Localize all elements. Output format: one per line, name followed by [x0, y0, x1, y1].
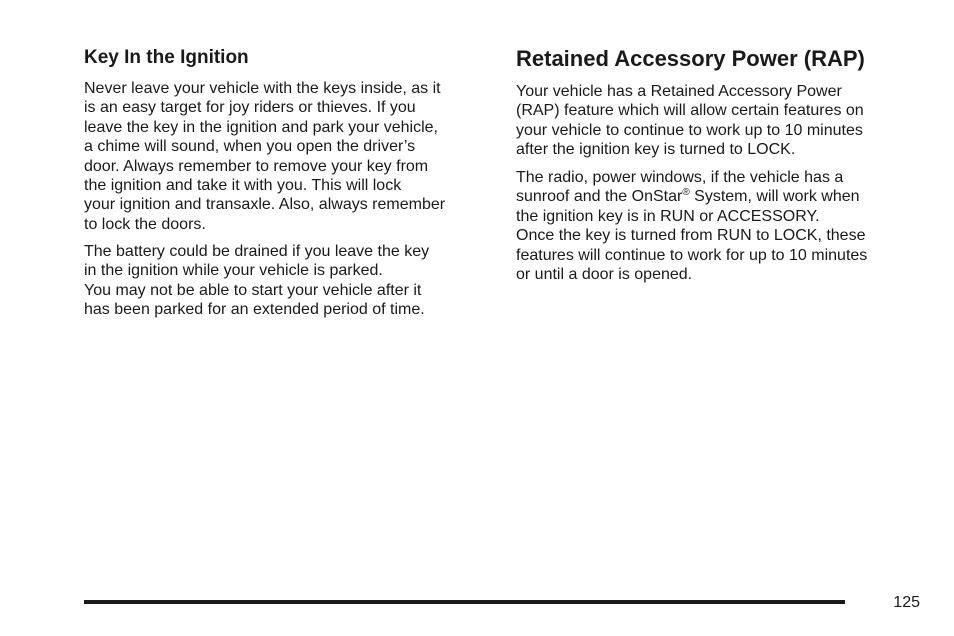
paragraph-rap-description: Your vehicle has a Retained Accessory Power (RAP) feature which will allow certain features on your vehicle to continue to work up to 10 minutes after the ignition key is turned to LOCK.: [516, 83, 864, 159]
paragraph-battery-drain: The battery could be drained if you leave the key in the ignition while your vehicle is parked. You may not be able to start your vehicle after it has been parked for an extended period of time.: [84, 243, 430, 319]
footer-rule: [84, 600, 845, 604]
registered-mark: ®: [682, 187, 690, 199]
paragraph-key-warning: Never leave your vehicle with the keys inside, as it is an easy target for joy riders or thieves. If you leave the key in the ignition and park your vehicle, a chime will sound, when you open the driver’s door. Always remember to remove your key from the ignition and take it with you. This will lock your ignition and transaxle. Also, always remember to lock the doors.: [84, 80, 446, 233]
section-heading-rap: Retained Accessory Power (RAP): [516, 46, 865, 71]
rap-features-line-1: The radio, power windows, if the vehicle has a: [516, 169, 844, 186]
rap-features-after-mark: System, will work when the ignition key is in RUN or ACCESSORY. Once the key is turned from RUN to LOCK, these features will continue to work for up to 10 minutes or until a door is opened.: [516, 188, 868, 284]
section-heading-key-in-ignition: Key In the Ignition: [84, 47, 249, 68]
page-number: 125: [893, 594, 920, 611]
paragraph-rap-features: [516, 168, 867, 284]
rap-features-before-mark: sunroof and the OnStar: [516, 188, 683, 206]
